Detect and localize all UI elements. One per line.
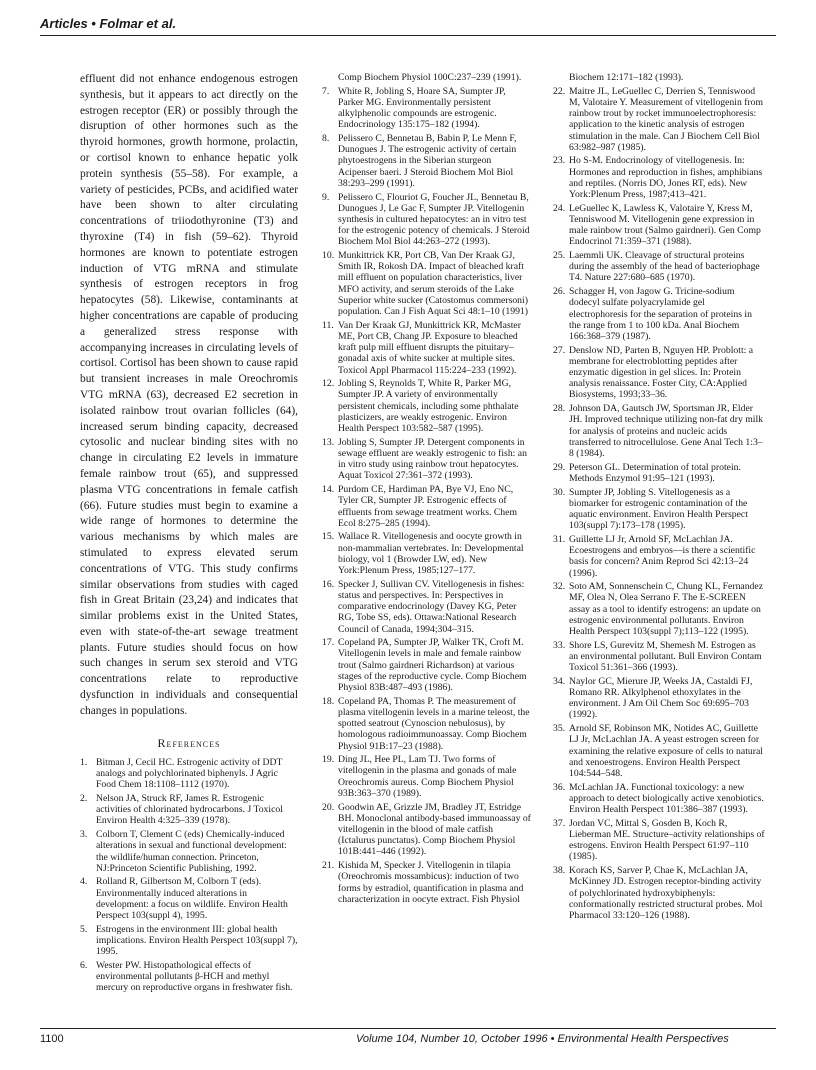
reference-number: 22.	[553, 85, 566, 97]
reference-number: 34.	[553, 675, 566, 687]
running-header-text: Articles • Folmar et al.	[40, 16, 177, 31]
reference-text: Goodwin AE, Grizzle JM, Bradley JT, Estridge BH. Monoclonal antibody-based immunoassay of vitellogenin in the blood of male catfish (Ictalurus punctatus). Comp Biochem Physiol 101B:441–446 (1992).	[338, 801, 531, 858]
reference-item	[322, 320, 532, 376]
reference-item	[322, 696, 532, 752]
reference-item	[553, 640, 765, 674]
reference-item	[553, 818, 765, 863]
reference-item	[553, 865, 765, 921]
reference-continuation: Comp Biochem Physiol 100C:237–239 (1991).	[338, 72, 522, 83]
reference-text: Copeland PA, Sumpter JP, Walker TK, Croft M. Vitellogenin levels in male and female rainbow trout (Salmo gairdneri Richardson) at various stages of the reproductive cycle. Comp Biochem Physiol 83B:487–493 (1986).	[338, 637, 527, 694]
column-right	[553, 72, 765, 1012]
reference-text: Schagger H, von Jagow G. Tricine-sodium dodecyl sulfate polyacrylamide gel electrophoresis for the separation of proteins in the range from 1 to 100 kDa. Anal Biochem 166:368–379 (1987).	[569, 286, 752, 342]
reference-item	[553, 86, 765, 153]
reference-item	[553, 286, 765, 342]
reference-item	[322, 250, 532, 317]
reference-text: Munkittrick KR, Port CB, Van Der Kraak GJ, Smith IR, Rokosh DA. Impact of bleached kraft mill effluent on population characteristics, liver MFO activity, and serum steroids of the Lake Superior white sucker (Catostomus commersoni) population. Can J Fish Aquat Sci 48:1–10 (1991)	[338, 250, 528, 318]
reference-item	[553, 250, 765, 284]
reference-number: 25.	[553, 250, 566, 262]
reference-number: 38.	[553, 865, 566, 877]
reference-text: Nelson JA, Struck RF, James R. Estrogenic activities of chlorinated hydrocarbons. J Toxicol Environ Health 4:325–339 (1978).	[96, 792, 283, 827]
reference-text: Jordan VC, Mittal S, Gosden B, Koch R, Lieberman ME. Structure–activity relationships of estrogens. Environ Health Perspect 61:97–110 (1985).	[569, 817, 765, 863]
reference-item	[553, 155, 765, 200]
reference-item	[80, 876, 298, 921]
reference-text: Jobling S, Sumpter JP. Detergent components in sewage effluent are weakly estrogenic to fish: an in vitro study using rainbow trout hepatocytes. Aquat Toxicol 27:361–372 (1993).	[338, 436, 527, 482]
page-number: 1100	[40, 1033, 64, 1045]
reference-item	[553, 676, 765, 721]
reference-number: 3.	[80, 829, 88, 841]
reference-text: Shore LS, Gurevitz M, Shemesh M. Estrogen as an environmental pollutant. Bull Environ Contam Toxicol 51:361–366 (1993).	[569, 639, 762, 674]
reference-text: Wester PW. Histopathological effects of environmental pollutants β-HCH and methyl mercury on reproductive organs in freshwater fish.	[96, 959, 293, 994]
reference-text: Soto AM, Sonnenschein C, Chung KL, Fernandez MF, Olea N, Olea Serrano F. The E-SCREEN assay as a tool to identify estrogens: an update on estrogenic environmental pollutants. Environ Health Perspect 103(suppl 7);113–122 (1995).	[569, 581, 764, 638]
page-footer	[40, 1028, 776, 1045]
reference-number: 24.	[553, 202, 566, 214]
reference-text: LeGuellec K, Lawless K, Valotaire Y, Kress M, Tenniswood M. Vitellogenin gene expression in male rainbow trout (Salmo gairdneri). Gen Comp Endocrinol 71:359–371 (1988).	[569, 202, 761, 248]
reference-item	[322, 754, 532, 799]
reference-text: Specker J, Sullivan CV. Vitellogenesis in fishes: status and perspectives. In: Perspectives in comparative endocrinology (Davey KG, Peter RG, Tobe SS, eds). Ottawa:National Research Council of Canada, 1994;304–315.	[338, 578, 525, 635]
reference-number: 21.	[322, 860, 335, 872]
reference-text: Laemmli UK. Cleavage of structural proteins during the assembly of the head of bacteriophage T4. Nature 227:680–685 (1970).	[569, 250, 760, 284]
reference-number: 32.	[553, 581, 566, 593]
reference-number: 30.	[553, 486, 566, 498]
reference-number: 5.	[80, 923, 88, 935]
reference-text: Maitre JL, LeGuellec C, Derrien S, Tenniswood M, Valotaire Y. Measurement of vitellogenin from rainbow trout by rocket immunoelectrophoresis: application to the kinetic analysis of estrogen stimulation in the male. Can J Biochem Cell Biol 63:982–987 (1985).	[569, 85, 764, 153]
references-heading: References	[157, 735, 221, 750]
reference-item	[322, 192, 532, 248]
reference-text: Ding JL, Hee PL, Lam TJ. Two forms of vitellogenin in the plasma and gonads of male Oreochromis aureus. Comp Biochem Physiol 93B:363–370 (1989).	[338, 754, 517, 799]
reference-number: 26.	[553, 286, 566, 298]
reference-item	[553, 534, 765, 579]
reference-item	[80, 960, 298, 994]
reference-number: 33.	[553, 639, 566, 651]
reference-item	[322, 437, 532, 482]
reference-text: Estrogens in the environment III: global health implications. Environ Health Perspect 103(suppl 7), 1995.	[96, 923, 298, 958]
reference-text: Van Der Kraak GJ, Munkittrick KR, McMaster ME, Port CB, Chang JP. Exposure to bleached kraft pulp mill effluent disrupts the pituitary–gonadal axis of white sucker at multiple sites. Toxicol Appl Pharmacol 115:224–233 (1992).	[338, 319, 521, 376]
reference-text: Johnson DA, Gautsch JW, Sportsman JR, Elder JH. Improved technique utilizing non-fat dry milk for analysis of proteins and nucleic acids transferred to nitrocellulose. Gene Anal Tech 1:3–8 (1984).	[569, 403, 763, 459]
reference-item	[322, 802, 532, 858]
reference-text: Naylor GC, Mierure JP, Weeks JA, Castaldi FJ, Romano RR. Alkylphenol ethoxylates in the environment. J Am Oil Chem Soc 69:695–703 (1992).	[569, 675, 753, 721]
reference-item	[553, 462, 765, 484]
reference-number: 15.	[322, 531, 335, 543]
reference-number: 29.	[553, 461, 566, 473]
reference-number: 12.	[322, 378, 335, 390]
reference-text: Jobling S, Reynolds T, White R, Parker MG, Sumpter JP. A variety of environmentally persistent chemicals, including some phthalate plasticizers, are weakly estrogenic. Environ Health Perspect 103:582–587 (1995).	[338, 378, 519, 435]
reference-number: 19.	[322, 754, 335, 766]
reference-text: Purdom CE, Hardiman PA, Bye VJ, Eno NC, Tyler CR, Sumpter JP. Estrogenic effects of effluents from sewage treatment works. Chem Ecol 8:275–285 (1994).	[338, 484, 517, 529]
reference-item	[80, 757, 298, 791]
reference-text: Pelissero C, Flouriot G, Foucher JL, Bennetau B, Dunogues J, Le Gac F, Sumpter JP. Vitellogenin synthesis in cultured hepatocytes: an in vitro test for the estrogenic potency of chemicals. J Steroid Biochem Mol Biol 44:263–272 (1993).	[338, 191, 530, 248]
reference-item	[322, 378, 532, 434]
reference-item	[322, 860, 532, 905]
reference-number: 35.	[553, 723, 566, 735]
reference-text: Arnold SF, Robinson MK, Notides AC, Guillette LJ Jr, McLachlan JA. A yeast estrogen screen for examining the relative exposure of cells to natural and xenoestrogens. Environ Health Perspect 104:544–548.	[569, 723, 763, 779]
reference-number: 16.	[322, 578, 335, 590]
reference-text: Kishida M, Specker J. Vitellogenin in tilapia (Oreochromis mossambicus): induction of two forms by estradiol, quantification in plasma and characterization in oocyte extract. Fish Physiol	[338, 860, 524, 905]
reference-item	[80, 793, 298, 827]
reference-text: Colborn T, Clement C (eds) Chemically-induced alterations in sexual and functional development: the wildlife/human connection. Princeton, NJ:Princeton Scientific Publishing, 1992.	[96, 829, 287, 874]
reference-number: 20.	[322, 801, 335, 813]
reference-number: 36.	[553, 781, 566, 793]
reference-text: Peterson GL. Determination of total protein. Methods Enzymol 91:95–121 (1993).	[569, 461, 741, 484]
reference-item	[322, 531, 532, 576]
reference-number: 18.	[322, 695, 335, 707]
reference-number: 11.	[322, 319, 334, 331]
reference-number: 2.	[80, 792, 88, 804]
reference-list-2	[322, 86, 532, 905]
reference-text: Wallace R. Vitellogenesis and oocyte growth in non-mammalian vertebrates. In: Developmental biology, vol 1 (Browder LW, ed). New York:Plenum Press, 1985;127–177.	[338, 531, 524, 577]
reference-number: 17.	[322, 637, 335, 649]
reference-number: 1.	[80, 756, 88, 768]
reference-number: 27.	[553, 344, 566, 356]
reference-item	[553, 581, 765, 637]
reference-number: 8.	[322, 133, 330, 145]
body-paragraph: effluent did not enhance endogenous estrogen synthesis, but it appears to act directly on the estrogen receptor (ER) or possibly through the disruption of other hormones such as the thyroid hormones, growth hormone, prolactin, or cortisol known to enhance hepatic yolk protein synthesis (55–58). For example, a variety of pesticides, PCBs, and acidified water have been shown to alter circulating concentrations of triiodothyronine (T3) and thyroxine (T4) in fish (59–62). Thyroid hormones are known to potentiate estrogen induction of VTG mRNA and stimulate synthesis of estrogen receptors in frog hepatocytes (58). Likewise, contaminants at higher concentrations are capable of producing a generalized stress response with accompanying increases in circulating levels of cortisol. Cortisol has been shown to cause rapid but transient increases in male Oreochromis VTG mRNA (63), decreased E2 secretion in isolated rainbow trout ovarian follicles (64), increased serum binding capacity, decreased cytosolic and nuclear binding sites with no change in circulating E2 levels in immature female rainbow trout (65), and suppressed plasma VTG concentrations in female catfish (66). Future studies must begin to examine a wide range of hormones to determine the various mechanisms by which males are stimulated to express elevated serum concentrations of VTG. This study confirms similar observations from studies with caged fish in Great Britain (23,24) and indicates that similar problems exist in the United States, even with state-of-the-art sewage treatment plants. Future studies should focus on how such changes in serum sex steroid and VTG concentrations relate to reproductive dysfunction in individuals and consequential changes in populations.	[80, 73, 298, 717]
journal-citation: Volume 104, Number 10, October 1996 • Environmental Health Perspectives	[356, 1033, 729, 1045]
reference-item	[553, 403, 765, 459]
reference-number: 7.	[322, 85, 330, 97]
reference-item	[322, 86, 532, 131]
reference-item	[553, 345, 765, 401]
reference-text: Korach KS, Sarver P, Chae K, McLachlan JA, McKinney JD. Estrogen receptor-binding activity of polychlorinated hydroxybiphenyls: conformationally restricted structural probes. Mol Pharmacol 33:120–126 (1988).	[569, 865, 763, 921]
reference-item	[80, 924, 298, 958]
reference-item	[553, 782, 765, 816]
reference-number: 10.	[322, 250, 335, 262]
column-middle	[322, 72, 532, 1012]
reference-text: Ho S-M. Endocrinology of vitellogenesis. In: Hormones and reproduction in fishes, amphibians and reptiles. (Norris DO, Jones RT, eds). New York:Plenum Press, 1987;413–421.	[569, 155, 763, 201]
reference-item	[322, 484, 532, 529]
reference-list-1	[80, 757, 298, 994]
reference-item	[553, 203, 765, 248]
reference-number: 31.	[553, 533, 566, 545]
reference-text: Copeland PA, Thomas P. The measurement of plasma vitellogenin levels in a marine teleost, the spotted seatrout (Cynoscion nebulosus), by homologous radioimmunoassay. Comp Biochem Physiol 91B:17–23 (1988).	[338, 695, 530, 752]
reference-number: 37.	[553, 817, 566, 829]
reference-text: Bitman J, Cecil HC. Estrogenic activity of DDT analogs and polychlorinated biphenyls. J Agric Food Chem 18:1108–1112 (1970).	[96, 756, 283, 791]
reference-number: 9.	[322, 191, 330, 203]
running-header	[40, 16, 776, 36]
reference-number: 4.	[80, 876, 88, 888]
reference-number: 14.	[322, 484, 335, 496]
reference-item	[322, 579, 532, 635]
reference-text: White R, Jobling S, Hoare SA, Sumpter JP, Parker MG. Environmentally persistent alkylphenolic compounds are estrogenic. Endocrinology 135:175–182 (1994).	[338, 85, 506, 131]
reference-text: Denslow ND, Parten B, Nguyen HP. Problott: a membrane for electroblotting peptides after enzymatic digestion in gel slices. In: Protein analysis renaissance. Foster City, CA:Applied Biosystems, 1993;33–36.	[569, 344, 754, 401]
reference-number: 13.	[322, 436, 335, 448]
reference-text: Sumpter JP, Jobling S. Vitellogenesis as a biomarker for estrogenic contamination of the aquatic environment. Environ Health Perspect 103(suppl 7):173–178 (1995).	[569, 486, 748, 532]
reference-text: McLachlan JA. Functional toxicology: a new approach to detect biologically active xenobiotics. Environ Health Perspect 101:386–387 (1993).	[569, 781, 764, 816]
reference-list-3	[553, 86, 765, 921]
reference-continuation: Biochem 12:171–182 (1993).	[569, 72, 684, 83]
reference-item	[80, 829, 298, 874]
reference-number: 23.	[553, 155, 566, 167]
reference-item	[553, 723, 765, 779]
reference-number: 6.	[80, 959, 88, 971]
reference-item	[322, 133, 532, 189]
reference-text: Guillette LJ Jr, Arnold SF, McLachlan JA. Ecoestrogens and embryos—is there a scientific basis for concern? Anim Reprod Sci 42:13–24 (1996).	[569, 533, 756, 579]
reference-item	[553, 487, 765, 532]
reference-item	[322, 637, 532, 693]
reference-number: 28.	[553, 403, 566, 415]
reference-text: Rolland R, Gilbertson M, Colborn T (eds). Environmentally induced alterations in development: a focus on wildlife. Environ Health Perspect 103(suppl 4), 1995.	[96, 876, 288, 922]
column-left	[80, 72, 298, 1012]
reference-text: Pelissero C, Bennetau B, Babin P, Le Menn F, Dunogues J. The estrogenic activity of certain phytoestrogens in the Siberian sturgeon Acipenser baeri. J Steroid Biochem Mol Biol 38:293–299 (1991).	[338, 133, 517, 189]
